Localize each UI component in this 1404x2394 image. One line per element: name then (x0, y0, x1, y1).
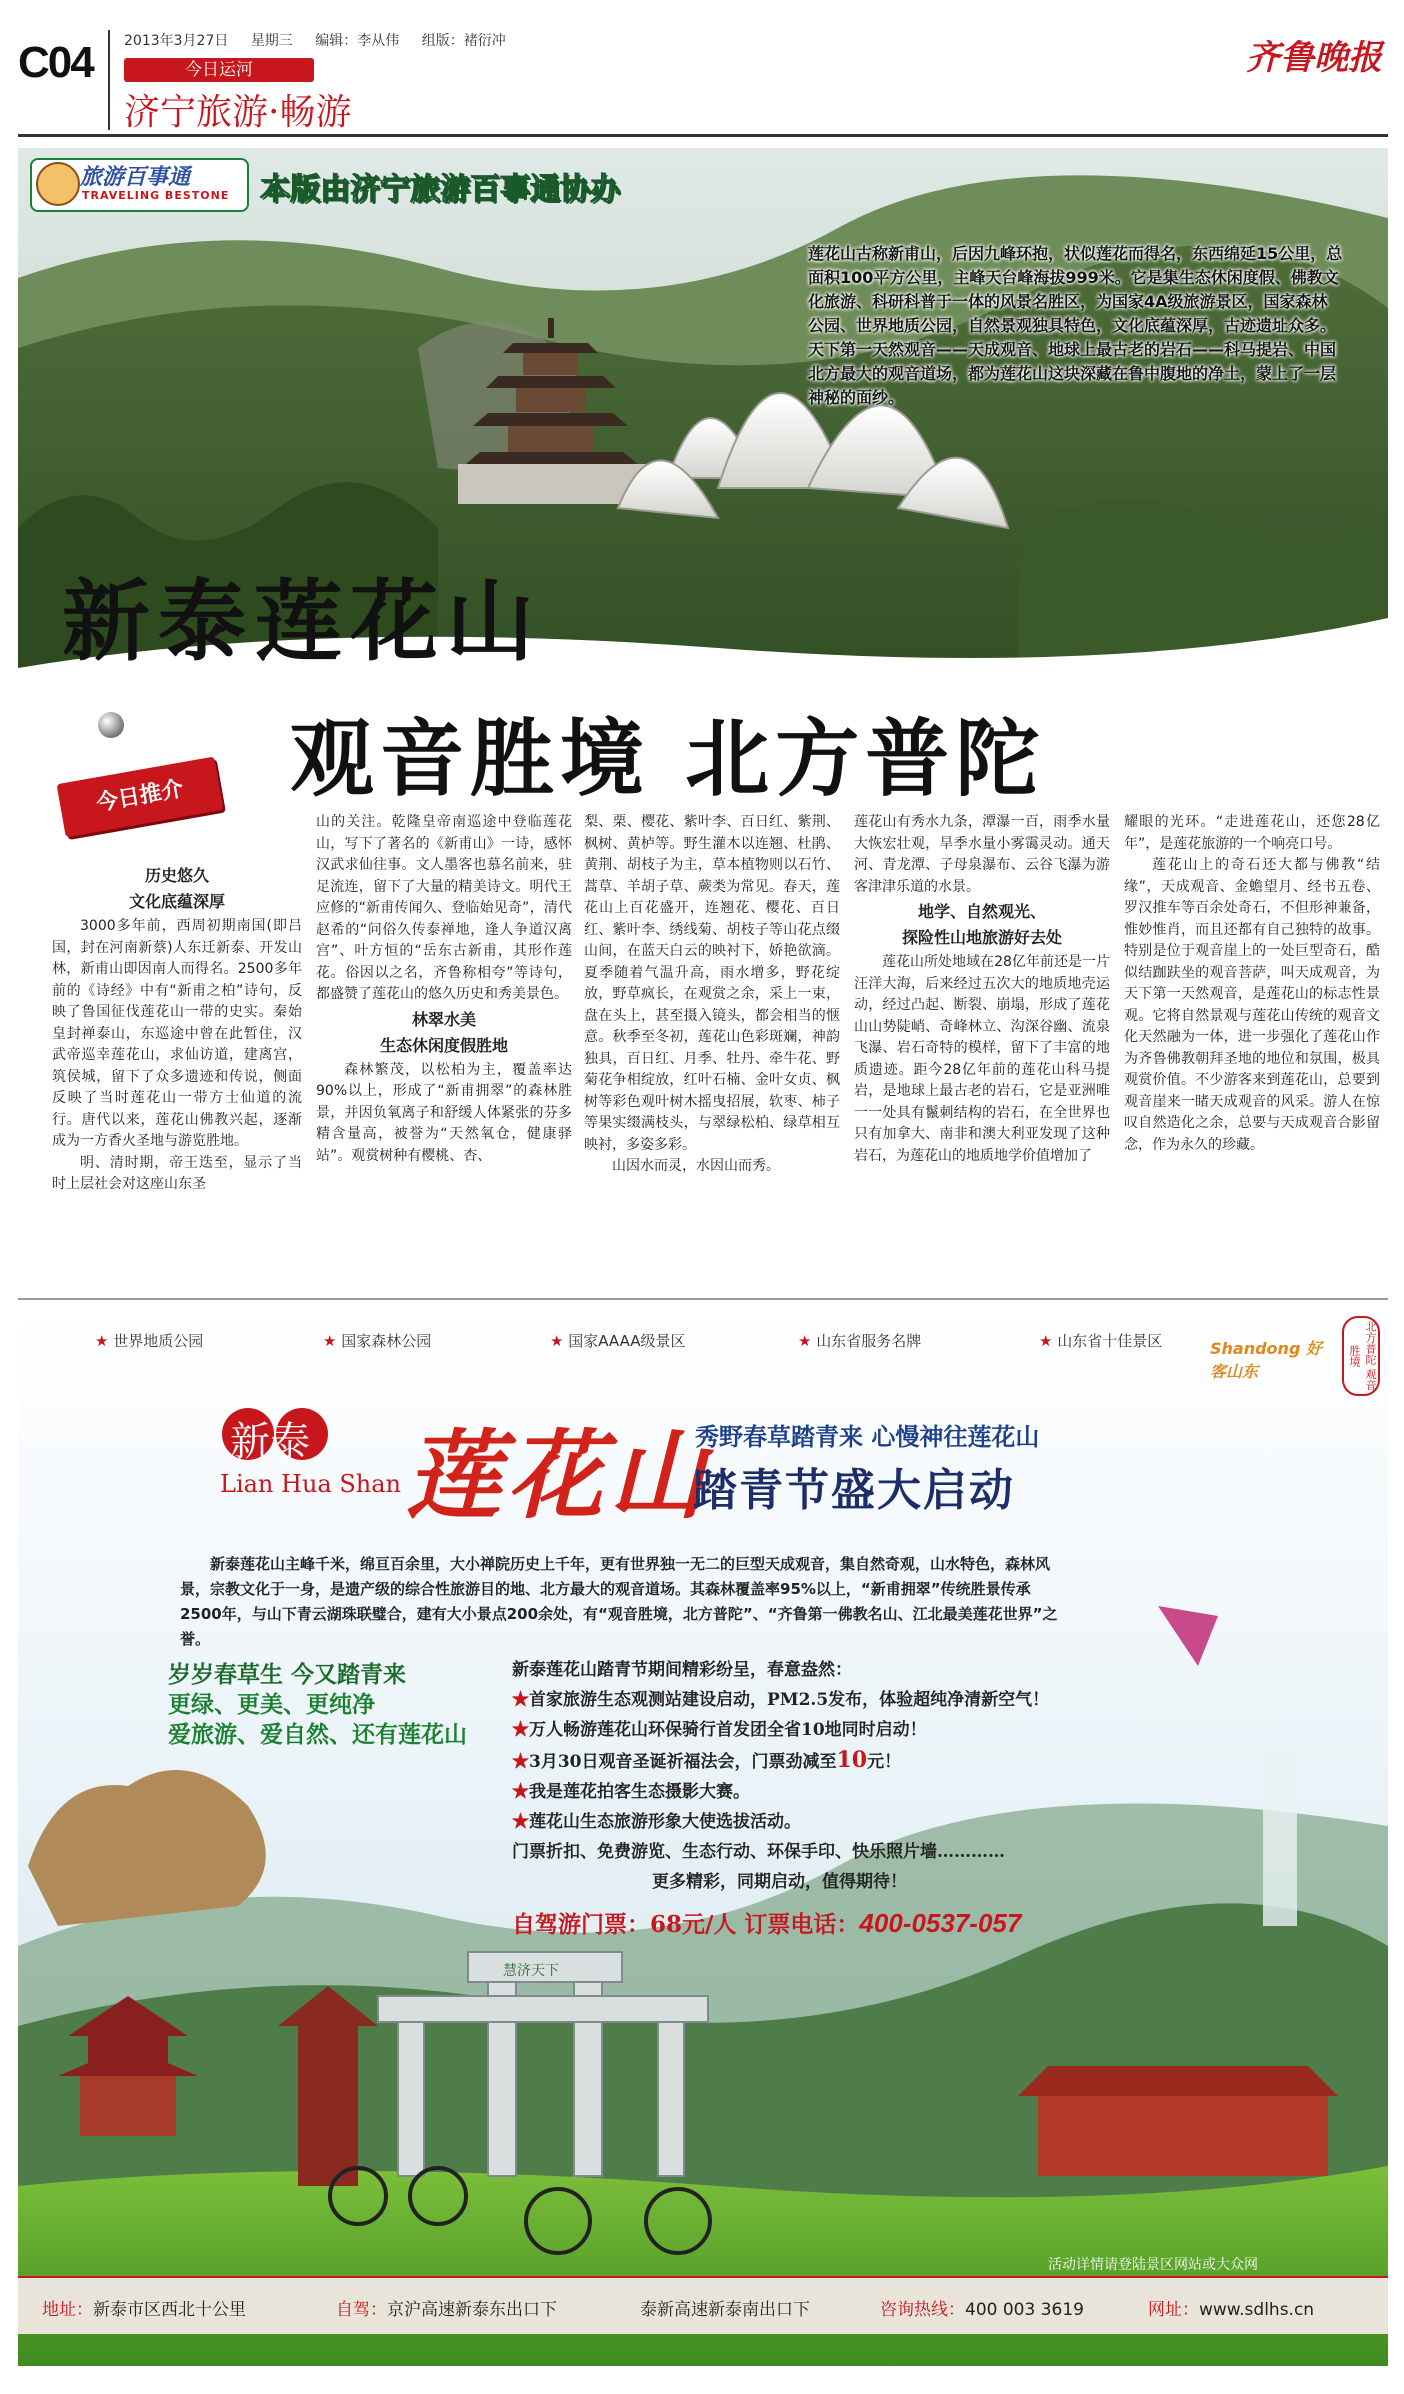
slogan-line: 更绿、更美、更纯净 (168, 1691, 375, 1718)
issue-date: 2013年3月27日 (124, 33, 229, 49)
feature-title-line1: 新泰莲花山 (62, 569, 543, 673)
star-icon: ★ (512, 1782, 529, 1802)
section-rule (18, 1298, 1388, 1300)
sponsor-logo-sub: TRAVELING BESTONE (82, 189, 230, 202)
article-column-2 (316, 812, 572, 1167)
article-subhead: 林翠水美 (411, 1009, 476, 1029)
article-subhead: 历史悠久 (144, 866, 209, 885)
booking-phone[interactable]: 400-0537-057 (859, 1908, 1022, 1938)
ad-xintai: 新泰 (230, 1419, 310, 1465)
feature-title-line2: 观音胜境 北方普陀 (290, 709, 1046, 808)
pushpin-icon (98, 712, 124, 738)
article-paragraph: 梨、栗、樱花、紫叶李、百日红、紫荆、枫树、黄栌等。野生灌木以连翘、杜鹃、黄荆、胡枝子为主，草本植物则以石竹、蒿草、羊胡子草、蕨类为常见。春天，莲花山上百花盛开，连翘花、樱花、百日红、紫叶李、绣线菊、胡枝子等山花点缀山间，在蓝天白云的映衬下，娇艳欲滴。夏季随着气温升高，雨水增多，野花绽放，野草疯长，在观赏之余，采上一束，盘在头上，甚至摄入镜头，都会相当的惬意。秋季至冬初，莲花山色彩斑斓，神韵独具，百日红、月季、牡丹、牵牛花、野菊花争相绽放，红叶石楠、金叶女贞、枫树等彩色观叶树木摇曳招展，软枣、柿子等果实缀满枝头，与翠绿松柏、绿草相互映衬，多姿多彩。 (584, 814, 840, 1153)
event-item: ★莲花山生态旅游形象大使选拔活动。 (512, 1812, 801, 1832)
address: 地址：新泰市区西北十公里 (42, 2300, 246, 2320)
page-number: C04 (18, 38, 93, 87)
event-item: ★首家旅游生态观测站建设启动，PM2.5发布，体验超纯净清新空气！ (512, 1690, 1050, 1710)
ad-description: 新泰莲花山主峰千米，绵亘百余里，大小禅院历史上千年，更有世界独一无二的巨型天成观音，集自然奇观，山水特色，森林风景，宗教文化于一身，是遗产级的综合性旅游目的地、北方最大的观音道场。其森林覆盖率95%以上，“新甫拥翠”传统胜景传承2500年，与山下青云湖珠联璧合，建有大小景点200余处，有“观音胜境，北方普陀”、“齐鲁第一佛教名山、江北最美莲花世界”之誉。 (180, 1555, 1058, 1648)
article-column-4 (854, 812, 1110, 1167)
ticket-info (512, 1906, 1021, 1939)
layout-credit: 组版：褚衍冲 (421, 33, 506, 49)
honor-badge: ★ 世界地质公园 (95, 1330, 203, 1351)
sponsor-logo-name: 旅游百事通 (80, 165, 191, 190)
honor-badge: ★ 国家森林公园 (323, 1330, 431, 1351)
article-paragraph: 耀眼的光环。“走进莲花山，还您28亿年”，是莲花旅游的一个响亮口号。 (1124, 814, 1380, 852)
slogan-line: 岁岁春草生 今又踏青来 (168, 1661, 407, 1688)
column-title: 济宁旅游·畅游 (124, 92, 352, 133)
honor-badge: ★ 山东省十佳景区 (1039, 1330, 1162, 1351)
star-icon: ★ (512, 1690, 529, 1710)
slogan-line: 爱旅游、爱自然、还有莲花山 (168, 1721, 467, 1748)
honor-badge: ★ 国家AAAA级景区 (550, 1330, 686, 1351)
article-column-3 (584, 812, 840, 1178)
event-item: ★我是莲花拍客生态摄影大赛。 (512, 1782, 750, 1802)
discount-value: 10 (836, 1747, 868, 1773)
column-tag: 今日运河 (124, 58, 314, 82)
article-paragraph: 山的关注。乾隆皇帝南巡途中登临莲花山，写下了著名的《新甫山》一诗，感怀汉武求仙往事。文人墨客也慕名前来，驻足流连，留下了大量的精美诗文。明代王应修的“新甫传闻久、登临始见奇”，清代赵希的“问俗久传泰禅地，逢人争道汉离宫”、叶方恒的“岳东古新甫，其形作莲花。俗因以之名，齐鲁称相夸”等诗句，都盛赞了莲花山的悠久历史和秀美景色。 (316, 814, 572, 1002)
ad-slogan: 秀野春草踏青来 心慢神往莲花山 (695, 1422, 1040, 1451)
article-column-5 (1124, 812, 1380, 1156)
article-paragraph: 森林繁茂，以松柏为主，覆盖率达90%以上，形成了“新甫拥翠”的森林胜景，并因负氧离子和舒缓人体紧张的芬多精含量高，被誉为“天然氧仓，健康驿站”。观赏树种有樱桃、杏、 (316, 1061, 572, 1164)
header-divider (108, 30, 110, 130)
scenic-seal-icon: 北方普陀 观音胜境 (1342, 1316, 1380, 1396)
article-paragraph: 明、清时期，帝王迭至，显示了当时上层社会对这座山东圣 (52, 1154, 302, 1192)
sponsor-banner: 本版由济宁旅游百事通协办 (260, 172, 620, 207)
honors-bar (95, 1330, 1295, 1356)
recommend-badge: 今日推介 (57, 757, 224, 838)
ad-footnote: 活动详情请登陆景区网站或大众网 (1048, 2257, 1258, 2273)
article-paragraph: 3000多年前，西周初期南国(即吕国，封在河南新蔡)人东迁新泰、开发山林，新甫山即因南人而得名。2500多年前的《诗经》中有“新甫之柏”诗句，反映了鲁国征伐莲花山一带的史实。秦始皇封禅泰山，东巡途中曾在此暂住，汉武帝巡幸莲花山，求仙访道，建离宫，筑侯城，留下了众多遗迹和传说，侧面反映了当时莲花山一带方士仙道的流行。唐代以来，莲花山佛教兴起，逐渐成为一方香火圣地与游览胜地。 (52, 918, 302, 1149)
article-subhead: 文化底蕴深厚 (128, 892, 225, 911)
honor-badge: ★ 山东省服务名牌 (798, 1330, 921, 1351)
event-tail: 门票折扣、免费游览、生态行动、环保手印、快乐照片墙………… (512, 1842, 1005, 1862)
star-icon: ★ (512, 1812, 529, 1832)
mascot-icon (36, 162, 80, 206)
ad-headline: 踏青节盛大启动 (693, 1465, 1015, 1516)
header-meta (124, 30, 524, 50)
event-more: 更多精彩，同期启动，值得期待！ (652, 1872, 907, 1892)
ad-left-slogans (168, 1660, 467, 1750)
hotline: 咨询热线：400 003 3619 (880, 2300, 1084, 2320)
star-icon: ★ (512, 1752, 529, 1772)
star-icon: ★ (512, 1720, 529, 1740)
event-item: ★万人畅游莲花山环保骑行首发团全省10地同时启动！ (512, 1720, 927, 1740)
article-subhead: 生态休闲度假胜地 (379, 1035, 508, 1055)
article-subhead: 地学、自然观光、 (917, 902, 1046, 921)
newspaper-logo: 齐鲁晚报 (1246, 38, 1382, 78)
article-body (18, 812, 1388, 1296)
article-paragraph: 莲花山有秀水九条，潭瀑一百，雨季水量大恢宏壮观，旱季水量小雾霭灵动。通天河、青龙潭、子母泉瀑布、云谷飞瀑为游客津津乐道的水景。 (854, 814, 1110, 895)
website: 网址：www.sdlhs.cn (1148, 2300, 1315, 2320)
shandong-logo (1210, 1316, 1380, 1396)
ad-event-list (512, 1655, 1049, 1897)
hotline-number[interactable]: 400 003 3619 (965, 2300, 1084, 2320)
ad-brand-name: 莲花山 (405, 1419, 711, 1532)
website-link[interactable]: www.sdlhs.cn (1199, 2300, 1315, 2320)
article-paragraph: 莲花山所处地域在28亿年前还是一片汪洋大海，后来经过五次大的地质地壳运动，经过凸起、断裂、崩塌，形成了莲花山山势陡峭、奇峰林立、沟深谷幽、流泉飞瀑、岩石奇特的模样，留下了丰富的地质遗迹。距今28亿年前的莲花山科马提岩，是地球上最古老的岩石，它是亚洲唯一一处具有鬣刺结构的岩石，在全世界也只有加拿大、南非和澳大利亚发现了这种岩石，为莲花山的地质地学价值增加了 (854, 954, 1110, 1164)
shandong-logo-text: Shandong 好客山东 (1210, 1339, 1322, 1381)
article-column-1 (52, 862, 302, 1196)
event-item: ★3月30日观音圣诞祈福法会，门票劲减至10元！ (512, 1747, 902, 1773)
intro-paragraph: 莲花山古称新甫山，后因九峰环抱，状似莲花而得名，东西绵延15公里，总面积100平方公里，主峰天台峰海拔999米。它是集生态休闲度假、佛教文化旅游、科研科普于一体的风景名胜区，为国家4A级旅游景区，国家森林公园、世界地质公园，自然景观独具特色，文化底蕴深厚，古迹遗址众多。天下第一天然观音——天成观音、地球上最古老的岩石——科马提岩、中国北方最大的观音道场，都为莲花山这块深藏在鲁中腹地的净土，蒙上了一层神秘的面纱。 (808, 244, 1343, 407)
ad-pinyin: Lian Hua Shan (220, 1470, 401, 1498)
editor-credit: 编辑：李从伟 (315, 33, 400, 49)
article-subhead: 探险性山地旅游好去处 (901, 928, 1062, 947)
article-paragraph: 山因水而灵，水因山而秀。 (612, 1158, 780, 1174)
header-rule (18, 134, 1388, 137)
drive-route-1: 自驾：京沪高速新泰东出口下 (336, 2300, 557, 2320)
gate-plaque: 慧济天下 (503, 1963, 559, 1979)
drive-route-2: 泰新高速新泰南出口下 (640, 2300, 810, 2320)
event-list-intro: 新泰莲花山踏青节期间精彩纷呈，春意盎然： (512, 1660, 852, 1680)
ticket-label: 自驾游门票：68元/人 订票电话： (512, 1911, 860, 1938)
issue-weekday: 星期三 (250, 33, 293, 49)
article-paragraph: 莲花山上的奇石还大都与佛教“结缘”，天成观音、金蟾望月、经书五卷、罗汉推车等百余处奇石，不但形神兼备，惟妙惟肖，而且还都有自己独特的故事。特别是位于观音崖上的一处巨型奇石，酷似结跏趺坐的观音菩萨，叫天成观音，为天下第一天然观音，是莲花山的标志性景观。它将自然景观与莲花山传统的观音文化天然融为一体，进一步强化了莲花山作为齐鲁佛教朝拜圣地的地位和氛围，极具观赏价值。不少游客来到莲花山，总要到观音崖来一睹天成观音的风采。游人在惊叹自然造化之余，总要与天成观音合影留念，作为永久的珍藏。 (1124, 857, 1380, 1153)
